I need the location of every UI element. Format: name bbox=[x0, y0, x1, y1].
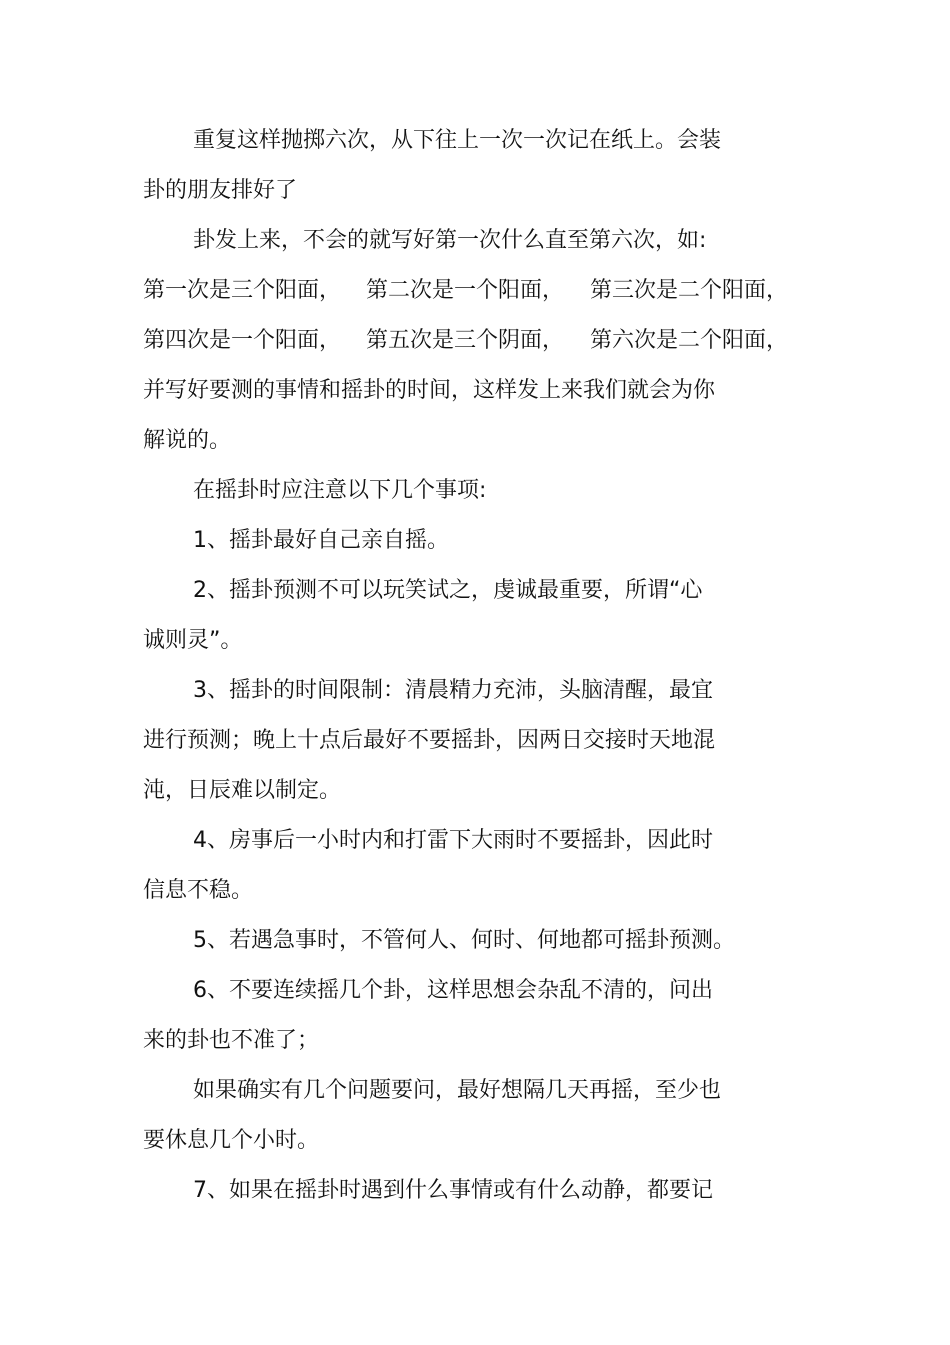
paragraph-line: 解说的。 bbox=[143, 428, 232, 453]
list-item-3-cont: 沌，日辰难以制定。 bbox=[143, 778, 342, 803]
paragraph-line: 卦的朋友排好了 bbox=[143, 178, 298, 203]
paragraph-line: 并写好要测的事情和摇卦的时间，这样发上来我们就会为你 bbox=[143, 378, 716, 403]
list-item-2: 2、摇卦预测不可以玩笑试之，虔诚最重要，所谓“心 bbox=[193, 578, 703, 603]
list-item-6-cont: 来的卦也不准了； bbox=[143, 1028, 320, 1053]
section-intro: 在摇卦时应注意以下几个事项: bbox=[193, 478, 487, 503]
throw-result-5: 第五次是三个阴面， bbox=[366, 328, 565, 353]
list-item-5: 5、若遇急事时，不管何人、何时、何地都可摇卦预测。 bbox=[193, 928, 735, 953]
list-item-6: 6、不要连续摇几个卦，这样思想会杂乱不清的，问出 bbox=[193, 978, 713, 1003]
paragraph-line: 卦发上来，不会的就写好第一次什么直至第六次，如: bbox=[193, 228, 707, 253]
list-item-2-cont: 诚则灵”。 bbox=[143, 628, 243, 653]
throw-result-4: 第四次是一个阳面， bbox=[143, 328, 342, 353]
list-item-4: 4、房事后一小时内和打雷下大雨时不要摇卦，因此时 bbox=[193, 828, 713, 853]
throw-result-6: 第六次是二个阳面， bbox=[590, 328, 789, 353]
list-item-4-cont: 信息不稳。 bbox=[143, 878, 254, 903]
paragraph-line: 要休息几个小时。 bbox=[143, 1128, 320, 1153]
paragraph-line: 重复这样抛掷六次，从下往上一次一次记在纸上。会装 bbox=[193, 128, 722, 153]
list-item-3-cont: 进行预测；晚上十点后最好不要摇卦，因两日交接时天地混 bbox=[143, 728, 716, 753]
list-item-3: 3、摇卦的时间限制：清晨精力充沛，头脑清醒，最宜 bbox=[193, 678, 713, 703]
list-item-1: 1、摇卦最好自己亲自摇。 bbox=[193, 528, 449, 553]
throw-result-2: 第二次是一个阳面， bbox=[366, 278, 565, 303]
list-item-7: 7、如果在摇卦时遇到什么事情或有什么动静，都要记 bbox=[193, 1178, 713, 1203]
throw-result-1: 第一次是三个阳面， bbox=[143, 278, 342, 303]
throw-result-3: 第三次是二个阳面， bbox=[590, 278, 789, 303]
paragraph-line: 如果确实有几个问题要问，最好想隔几天再摇，至少也 bbox=[193, 1078, 722, 1103]
